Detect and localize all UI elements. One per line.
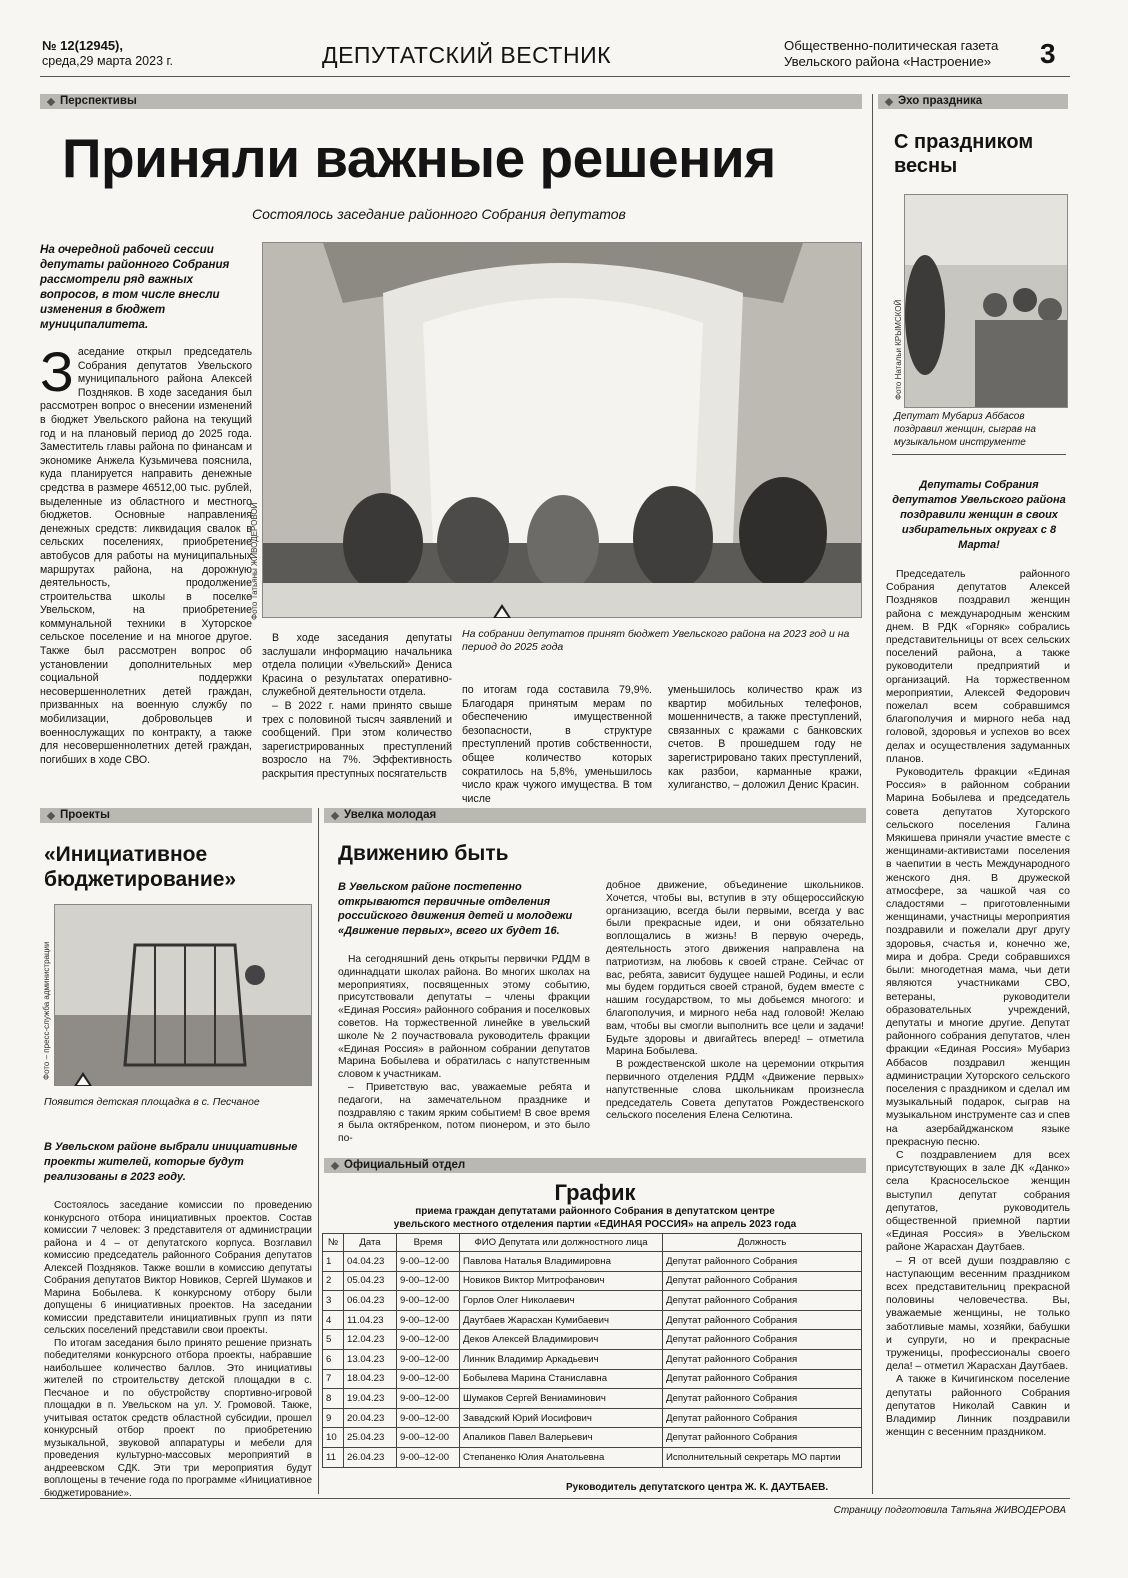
cell-position: Депутат районного Собрания	[663, 1349, 862, 1369]
youth-p2: – Приветствую вас, уважаемые ребята и педагоги, на замечательном празднике и поздравляю с таким ярким событием! В свое время я была октябренком, потом пионером, и это было по-	[338, 1081, 590, 1145]
rubric-label: Официальный отдел	[344, 1159, 466, 1171]
cell-date: 12.04.23	[344, 1330, 397, 1350]
cell-position: Депутат районного Собрания	[663, 1369, 862, 1389]
footer-rule	[40, 1498, 1070, 1499]
schedule-subtitle-2: увельского местного отделения партии «ЕДИНАЯ РОССИЯ» на апрель 2023 года	[393, 1219, 797, 1230]
schedule-title: График	[554, 1180, 636, 1205]
main-col3-text: по итогам года составила 79,9%. Благодаря принятым мерам по обеспечению имущественной безопасности, в структуре преступлений против собственности, общее количество которых сократилось на 5,8%, уменьшилось число краж чужого имущества. В том числе	[462, 684, 652, 805]
dropcap: З	[40, 340, 74, 403]
cell-name: Горлов Олег Николаевич	[460, 1291, 663, 1311]
cell-num: 10	[323, 1428, 344, 1448]
caption-rule	[892, 454, 1066, 455]
cell-time: 9-00–12-00	[397, 1428, 460, 1448]
col-header-name: ФИО Депутата или должностного лица	[460, 1234, 663, 1252]
table-row	[323, 1291, 862, 1311]
youth-p4: В рождественской школе на церемонии открытия первичного отделения РДДМ «Движение первых» напутственные слова школьникам произнесла председатель Совета депутатов Рождественского сельского поселения Елена Селютина.	[606, 1059, 864, 1122]
cell-num: 5	[323, 1330, 344, 1350]
youth-column-1	[338, 954, 590, 1146]
projects-p1: Состоялось заседание комиссии по проведению конкурсного отбора инициативных проектов. Состав комиссии 7 человек: 3 представителя от администрации района и 4 – от депутатского корпуса. Возглавил комиссию председатель районного Собрания депутатов Алексей Поздняков. Также вошли в комиссию депутаты Собрания депутатов Виктор Новиков, Сергей Шумаков и Марина Бобылева. К конкурсному отбору были допущены 6 инициативных проектов. На заседании комиссии представители инициативных групп из пяти сельских поселений представили свои проекты.	[44, 1200, 312, 1336]
cell-num: 6	[323, 1349, 344, 1369]
col-header-date: Дата	[344, 1234, 397, 1252]
right-lead: Депутаты Собрания депутатов Увельского района поздравили женщин в своих избирательных округах с 8 Марта!	[892, 479, 1066, 551]
page-number: 3	[1040, 38, 1056, 69]
cell-name: Линник Владимир Аркадьевич	[460, 1349, 663, 1369]
session-photo-credit: Фото Татьяны ЖИВОДЕРОВОЙ	[250, 502, 259, 620]
holiday-photo	[904, 194, 1068, 408]
cell-name: Бобылева Марина Станиславна	[460, 1369, 663, 1389]
newspaper-name-line1: Общественно-политическая газета	[784, 38, 999, 53]
projects-lead: В Увельском районе выбрали инициативные проекты жителей, которые будут реализованы в 2023 году.	[44, 1141, 298, 1183]
cell-name: Павлова Наталья Владимировна	[460, 1252, 663, 1272]
right-p2: Руководитель фракции «Единая Россия» в районном собрании Марина Бобылева и председатель совета депутатов Хуторского сельского поселения Галина Мякишева приняли участие вместе с женщинами-активистами поселения в чаепитии в честь Международного женского дня. В дружеской атмосфере, за чашкой чая со сладостями – приготовленными женщинами, участницы мероприятия поздравили и пожелали друг другу здоровья, счастья и, конечно же, мира и добра. Среди собравшихся были: многодетная мама, чьи дети являются участниками СВО, ветераны, руководители образовательных учреждений, депутаты и многие другие. Депутат районного собрания депутатов, член фракции «Единая Россия» Мубариз Аббасов поздравил женщин администрации Хуторского сельского поселения с праздником и сделал им музыкальный подарок, сыграв на музыкальном инструменте саз и спев на азербайджанском языке прекрасную песню.	[886, 766, 1070, 1148]
cell-time: 9-00–12-00	[397, 1389, 460, 1409]
cell-position: Депутат районного Собрания	[663, 1271, 862, 1291]
cell-time: 9-00–12-00	[397, 1369, 460, 1389]
main-lead: На очередной рабочей сессии депутаты районного Собрания рассмотрели ряд важных вопросов, в том числе внесли изменения в бюджет муниципалитета.	[40, 243, 230, 331]
holiday-photo-caption: Депутат Мубариз Аббасов поздравил женщин, сыграв на музыкальном инструменте	[894, 411, 1036, 448]
rubric-bar-youth	[324, 808, 866, 823]
rubric-bar-official	[324, 1158, 866, 1173]
rubric-bar-projects	[40, 808, 312, 823]
right-body	[886, 568, 1070, 1439]
cell-num: 11	[323, 1447, 344, 1467]
cell-date: 25.04.23	[344, 1428, 397, 1448]
cell-date: 06.04.23	[344, 1291, 397, 1311]
cell-name: Новиков Виктор Митрофанович	[460, 1271, 663, 1291]
cell-time: 9-00–12-00	[397, 1408, 460, 1428]
table-row	[323, 1369, 862, 1389]
table-row	[323, 1310, 862, 1330]
issue-date: среда,29 марта 2023 г.	[42, 54, 173, 68]
cell-name: Апаликов Павел Валерьевич	[460, 1428, 663, 1448]
right-p4: – Я от всей души поздравляю с наступающим весенним праздником всех представительниц прекрасной половины человечества. Вы, уважаемые женщины, не только заботливые мамы, хозяйки, бабушки и супруги, но и прекрасные труженицы, профессионалы своего дела! – отметил Жарасхан Даутбаев.	[886, 1254, 1070, 1373]
caption-triangle-icon	[74, 1072, 92, 1086]
cell-time: 9-00–12-00	[397, 1330, 460, 1350]
right-p5: А также в Кичигинском поселение депутаты районного Собрания депутатов Николай Савкин и Владимир Линник поздравили женщин с весенним праздником.	[886, 1373, 1070, 1439]
cell-num: 9	[323, 1408, 344, 1428]
rubric-bar-holiday	[878, 94, 1068, 109]
right-p1: Председатель районного Собрания депутатов Алексей Поздняков поздравил женщин района с международным женским днем. В РДК «Горняк» собрались представительницы от всех сельских поселений района, а также руководители предприятий и организаций. На торжественном мероприятии, Алексей Федорович пожелал всем собравшимся благополучия и мирного неба над головой, здоровья и успехов во всех делах и осуществления задуманных планов.	[886, 568, 1070, 765]
main-col2-p2: – В 2022 г. нами принято свыше трех с половиной тысяч заявлений и сообщений. При этом количество зарегистрированных преступлений возросло на 7%. Эффективность раскрытия преступных посягательств	[262, 699, 452, 780]
cell-date: 05.04.23	[344, 1271, 397, 1291]
table-row	[323, 1330, 862, 1350]
right-headline: С праздником весны	[894, 131, 1034, 177]
table-header-row	[323, 1234, 862, 1252]
projects-headline: «Инициативное бюджетирование»	[44, 843, 237, 891]
cell-time: 9-00–12-00	[397, 1271, 460, 1291]
table-row	[323, 1428, 862, 1448]
playground-photo	[54, 904, 312, 1086]
rubric-label: Эхо праздника	[898, 95, 983, 107]
holiday-photo-credit: Фото Натальи КРЫМСКОЙ	[894, 299, 903, 400]
session-photo-illustration	[263, 243, 861, 617]
cell-position: Депутат районного Собрания	[663, 1310, 862, 1330]
cell-name: Завадский Юрий Иосифович	[460, 1408, 663, 1428]
rubric-bar-perspectives	[40, 94, 862, 109]
cell-num: 3	[323, 1291, 344, 1311]
cell-date: 20.04.23	[344, 1408, 397, 1428]
table-row	[323, 1252, 862, 1272]
cell-name: Деков Алексей Владимирович	[460, 1330, 663, 1350]
main-col1-text: аседание открыл председатель Собрания депутатов Увельского муниципального района Алексей Поздняков. В ходе заседания был рассмотрен вопрос о внесении изменений в бюджет Увельского района на текущий год и на плановый период до 2025 года. Заместитель главы района по финансам и экономике Анжела Кузьмичева пояснила, куда планируется направить денежные средства в размере 46512,00 тыс. рублей, выделенные из областного и местного бюджетов. Основные направления денежных средств: ликвидация свалок в сельских поселениях, приобретение автобусов для работы на муниципальных маршрутах района, на дорожную деятельность, продолжение строительства школы в поселке Увельском, на приобретение коммунальной техники в Хуторское сельское поселение и на многое другое. Также был рассмотрен вопрос об установлении дополнительных мер социальной поддержки несовершеннолетних детей граждан, призванных на военную службу по мобилизации, добровольцев и военнослужащих по контракту, а также для несовершеннолетних детей граждан, погибших в ходе СВО.	[40, 346, 252, 766]
schedule-table	[322, 1233, 862, 1468]
youth-p1: На сегодняшний день открыты первички РДДМ в одиннадцати школах района. Во многих школах на мероприятиях, посвященных этому событию, присутствовали депутаты – члены фракции «Единая Россия» районного собрания и поселковых советов. На торжественной линейке в увельский школе № 2 поучаствовала руководитель фракции «Единая Россия» в районном собрании депутатов Марина Бобылева и обратилась с напутственным словом к участникам.	[338, 954, 590, 1081]
cell-position: Депутат районного Собрания	[663, 1408, 862, 1428]
newspaper-name-line2: Увельского района «Настроение»	[784, 54, 992, 69]
cell-position: Депутат районного Собрания	[663, 1428, 862, 1448]
cell-num: 8	[323, 1389, 344, 1409]
section-title: ДЕПУТАТСКИЙ ВЕСТНИК	[322, 42, 612, 68]
cell-date: 19.04.23	[344, 1389, 397, 1409]
cell-time: 9-00–12-00	[397, 1447, 460, 1467]
table-row	[323, 1271, 862, 1291]
cell-name: Шумаков Сергей Вениаминович	[460, 1389, 663, 1409]
col-header-position: Должность	[663, 1234, 862, 1252]
cell-position: Депутат районного Собрания	[663, 1330, 862, 1350]
rubric-label: Перспективы	[60, 95, 137, 107]
rubric-label: Увелка молодая	[344, 809, 437, 821]
cell-name: Степаненко Юлия Анатольевна	[460, 1447, 663, 1467]
main-column-1	[40, 340, 252, 767]
right-p3: С поздравлением для всех присутствующих в зале ДК «Данко» села Красносельское женщин выступил депутат собрания депутатов, руководитель общественной приемной партии «Единая Россия» в Увельском районе Жарасхан Даутбаев.	[886, 1148, 1070, 1254]
cell-num: 4	[323, 1310, 344, 1330]
playground-photo-caption: Появится детская площадка в с. Песчаное	[44, 1096, 260, 1108]
cell-time: 9-00–12-00	[397, 1349, 460, 1369]
header-rule	[40, 76, 1070, 77]
caption-triangle-icon	[493, 604, 511, 618]
cell-num: 2	[323, 1271, 344, 1291]
schedule-subtitle-1: приема граждан депутатами районного Собрания в депутатском центре	[415, 1206, 775, 1217]
table-row	[323, 1389, 862, 1409]
column-divider-right	[872, 94, 873, 1494]
main-column-2	[262, 632, 452, 782]
holiday-photo-illustration	[905, 195, 1067, 407]
main-col2-p1: В ходе заседания депутаты заслушали информацию начальника отдела полиции «Увельский» Дениса Красина о результатах оперативно-служебной деятельности отдела.	[262, 632, 452, 699]
rubric-label: Проекты	[60, 809, 110, 821]
cell-name: Даутбаев Жарасхан Кумибаевич	[460, 1310, 663, 1330]
playground-photo-illustration	[55, 905, 311, 1085]
youth-column-2	[606, 880, 864, 1123]
session-photo-caption: На собрании депутатов принят бюджет Увельского района на 2023 год и на период до 2025 года	[462, 628, 850, 653]
cell-position: Депутат районного Собрания	[663, 1252, 862, 1272]
cell-date: 04.04.23	[344, 1252, 397, 1272]
table-row	[323, 1349, 862, 1369]
cell-num: 1	[323, 1252, 344, 1272]
cell-date: 26.04.23	[344, 1447, 397, 1467]
cell-time: 9-00–12-00	[397, 1252, 460, 1272]
session-photo	[262, 242, 862, 618]
cell-position: Депутат районного Собрания	[663, 1389, 862, 1409]
cell-position: Депутат районного Собрания	[663, 1291, 862, 1311]
column-divider-left	[318, 808, 319, 1494]
youth-lead: В Увельском районе постепенно открываются первичные отделения российского движения детей и молодежи «Движение первых», всего их будет 16.	[338, 881, 573, 937]
footer-prepared-by: Страницу подготовила Татьяна ЖИВОДЕРОВА	[833, 1505, 1066, 1516]
schedule-signature: Руководитель депутатского центра Ж. К. ДАУТБАЕВ.	[566, 1482, 829, 1493]
cell-num: 7	[323, 1369, 344, 1389]
cell-time: 9-00–12-00	[397, 1310, 460, 1330]
youth-headline: Движению быть	[338, 842, 509, 865]
playground-photo-credit: Фото – пресс-служба администрации	[42, 941, 51, 1080]
main-column-4	[668, 684, 862, 793]
cell-date: 13.04.23	[344, 1349, 397, 1369]
main-subhead: Состоялось заседание районного Собрания депутатов	[252, 206, 626, 222]
issue-number: № 12(12945),	[42, 38, 123, 53]
youth-p3: добное движение, объединение школьников. Хочется, чтобы вы, вступив в эту общероссийскую организацию, всегда были первыми, всегда у вас были прекрасные идеи, и они обязательно воплощались в жизнь! В первую очередь, деятельность этого движения направлена на патриотизм, на любовь к своей стране. Сейчас от вас, ребята, зависит будущее нашей Родины, и если мы будем гордиться своей страной, будем вместе с нашим государством, то мы добьемся многого: и благополучия, и мирного неба над головой! Желаю вам, чтобы вы смогли выполнить все цели и задачи! Будьте здоровы и двигайтесь вперед! – отметила Марина Бобылева.	[606, 880, 864, 1058]
table-row	[323, 1408, 862, 1428]
schedule-table-wrap	[322, 1233, 862, 1468]
main-column-3	[462, 684, 652, 806]
col-header-time: Время	[397, 1234, 460, 1252]
cell-date: 18.04.23	[344, 1369, 397, 1389]
table-row	[323, 1447, 862, 1467]
cell-position: Исполнительный секретарь МО партии	[663, 1447, 862, 1467]
projects-body	[44, 1200, 312, 1500]
main-headline: Приняли важные решения	[62, 127, 776, 189]
col-header-num: №	[323, 1234, 344, 1252]
main-col4-text: уменьшилось количество краж из квартир мобильных телефонов, мошенничеств, а также преступлений, связанных с кражами с банковских счетов. В прошедшем году не зарегистрировано таких преступлений, как разбои, карманные кражи, хулиганство, – доложил Денис Красин.	[668, 684, 862, 792]
masthead	[0, 0, 1128, 92]
cell-time: 9-00–12-00	[397, 1291, 460, 1311]
projects-p2: По итогам заседания было принято решение признать победителями конкурсного отбора проекты, набравшие наибольшее количество баллов. Это инициативы жителей по строительству детской площадки в с. Песчаное и по обустройству спортивно-игровой площадки в п. Увельском на ул. У. Громовой. Также, учитывая остаток средств областной субсидии, прошел конкурсный отбор проект по приобретению музыкальной, звуковой аппаратуры и мебели для проведения культурно-массовых мероприятий в андреевском СДК. Эти три мероприятия будут воплощены в течение года по программе «Инициативное бюджетирование».	[44, 1337, 312, 1499]
cell-date: 11.04.23	[344, 1310, 397, 1330]
